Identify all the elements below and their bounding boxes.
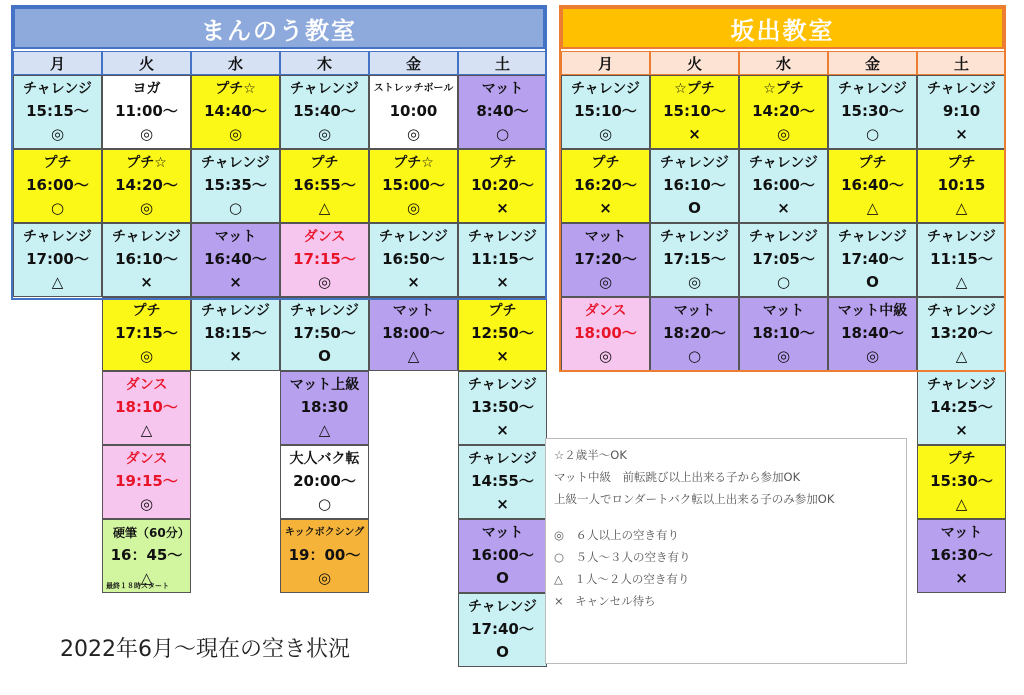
- class-name: キックボクシング: [284, 527, 365, 538]
- class-time: 19:15〜: [115, 472, 178, 490]
- class-time: 14:20〜: [752, 102, 815, 120]
- class-time: 8:40〜: [476, 102, 529, 120]
- class-name: ☆プチ: [763, 81, 804, 97]
- day-header: 土: [458, 51, 547, 75]
- availability-mark: ×: [496, 199, 509, 217]
- class-name: プチ: [947, 451, 976, 467]
- day-header: 土: [917, 51, 1006, 75]
- class-name: プチ☆: [393, 155, 434, 171]
- availability-mark: ◎: [687, 273, 702, 291]
- class-slot: [102, 223, 191, 297]
- availability-mark: ◎: [139, 199, 154, 217]
- class-time: 10:00: [389, 102, 438, 120]
- legend-symbol-many: ◎ ６人以上の空き有り: [554, 528, 680, 542]
- availability-mark: ◎: [139, 495, 154, 513]
- class-time: 11:00〜: [115, 102, 178, 120]
- class-time: 17:15〜: [293, 250, 356, 268]
- availability-mark: ◎: [139, 125, 154, 143]
- class-name: チャレンジ: [571, 81, 640, 97]
- class-slot: [561, 75, 650, 149]
- class-time: 13:20〜: [930, 324, 993, 342]
- availability-mark: ◎: [598, 347, 613, 365]
- sakaide-title: 坂出教室: [561, 7, 1004, 49]
- availability-mark: △: [51, 273, 64, 291]
- class-time: 18:00〜: [574, 324, 637, 342]
- class-time: 10:20〜: [471, 176, 534, 194]
- class-time: 15:30〜: [930, 472, 993, 490]
- class-slot: [828, 297, 917, 371]
- availability-mark: ○: [776, 273, 791, 291]
- class-time: 18:20〜: [663, 324, 726, 342]
- day-header: 火: [102, 51, 191, 75]
- class-slot: [102, 75, 191, 149]
- class-time: 15:35〜: [204, 176, 267, 194]
- availability-mark: ◎: [50, 125, 65, 143]
- class-name: マット: [762, 303, 805, 319]
- class-slot: [102, 297, 191, 371]
- class-slot: [828, 223, 917, 297]
- class-name: マット: [673, 303, 716, 319]
- availability-mark: ×: [496, 421, 509, 439]
- class-name: プチ: [488, 303, 517, 319]
- class-name: マット: [940, 525, 983, 541]
- class-slot: [828, 149, 917, 223]
- class-name: チャレンジ: [23, 81, 92, 97]
- availability-mark: ×: [688, 125, 701, 143]
- availability-mark: ×: [955, 125, 968, 143]
- class-time: 15:10〜: [574, 102, 637, 120]
- legend-note-mat-intermediate: マット中級 前転跳び以上出来る子から参加OK: [554, 470, 801, 484]
- availability-mark: ○: [50, 199, 65, 217]
- class-time: 17:40〜: [471, 620, 534, 638]
- class-name: チャレンジ: [201, 303, 270, 319]
- class-slot: [917, 223, 1006, 297]
- class-time: 16:10〜: [663, 176, 726, 194]
- class-slot: [458, 75, 547, 149]
- class-name: チャレンジ: [660, 229, 729, 245]
- availability-mark: ×: [140, 273, 153, 291]
- class-slot: [102, 149, 191, 223]
- class-time: 17:20〜: [574, 250, 637, 268]
- legend-box: [545, 438, 907, 664]
- class-name: ☆プチ: [674, 81, 715, 97]
- day-header: 月: [561, 51, 650, 75]
- class-time: 18:15〜: [204, 324, 267, 342]
- availability-mark: ◎: [598, 273, 613, 291]
- class-slot: [102, 519, 191, 593]
- class-time: 20:00〜: [293, 472, 356, 490]
- availability-mark: △: [140, 421, 153, 439]
- availability-mark: △: [955, 495, 968, 513]
- availability-mark: ◎: [317, 569, 332, 587]
- class-slot: [458, 371, 547, 445]
- class-slot: [650, 149, 739, 223]
- class-slot: [13, 149, 102, 223]
- class-name: プチ☆: [126, 155, 167, 171]
- class-time: 16:10〜: [115, 250, 178, 268]
- class-name: プチ☆: [215, 81, 256, 97]
- class-time: 18:10〜: [115, 398, 178, 416]
- class-slot: [191, 75, 280, 149]
- class-name: チャレンジ: [112, 229, 181, 245]
- class-slot: [458, 297, 547, 371]
- class-slot: [917, 371, 1006, 445]
- availability-mark: ○: [317, 495, 332, 513]
- class-time: 15:30〜: [841, 102, 904, 120]
- class-name: チャレンジ: [201, 155, 270, 171]
- availability-mark: ○: [687, 347, 702, 365]
- class-time: 17:15〜: [115, 324, 178, 342]
- class-slot: [191, 223, 280, 297]
- class-name: 硬筆（60分）: [113, 526, 190, 540]
- class-name: マット上級: [289, 377, 360, 393]
- class-slot: [458, 593, 547, 667]
- availability-mark: O: [866, 273, 879, 291]
- availability-mark: ◎: [228, 125, 243, 143]
- class-time: 14:55〜: [471, 472, 534, 490]
- class-slot: [458, 223, 547, 297]
- class-time: 18:10〜: [752, 324, 815, 342]
- page-caption: 2022年6月〜現在の空き状況: [60, 637, 350, 662]
- availability-mark: △: [140, 569, 153, 587]
- availability-mark: O: [688, 199, 701, 217]
- day-header: 火: [650, 51, 739, 75]
- class-time: 16:40〜: [204, 250, 267, 268]
- class-time: 16:40〜: [841, 176, 904, 194]
- class-time: 11:15〜: [930, 250, 993, 268]
- class-name: チャレンジ: [660, 155, 729, 171]
- class-note: 最終１８時スタート: [106, 582, 169, 590]
- class-name: チャレンジ: [749, 155, 818, 171]
- availability-mark: ◎: [406, 125, 421, 143]
- availability-mark: ◎: [598, 125, 613, 143]
- legend-symbol-some: ○ ５人〜３人の空き有り: [554, 550, 691, 564]
- class-name: チャレンジ: [379, 229, 448, 245]
- class-time: 16:00〜: [26, 176, 89, 194]
- class-slot: [650, 223, 739, 297]
- class-slot: [280, 75, 369, 149]
- class-time: 14:25〜: [930, 398, 993, 416]
- class-slot: [280, 371, 369, 445]
- class-slot: [369, 223, 458, 297]
- class-name: チャレンジ: [23, 229, 92, 245]
- class-time: 15:10〜: [663, 102, 726, 120]
- class-slot: [650, 75, 739, 149]
- class-name: マット: [392, 303, 435, 319]
- availability-mark: ×: [955, 421, 968, 439]
- day-header: 金: [828, 51, 917, 75]
- class-time: 15:15〜: [26, 102, 89, 120]
- class-name: チャレンジ: [468, 599, 537, 615]
- class-slot: [280, 445, 369, 519]
- legend-symbol-few: △ １人〜２人の空き有り: [554, 572, 690, 586]
- class-time: 16：45〜: [110, 546, 183, 564]
- availability-mark: O: [496, 643, 509, 661]
- availability-mark: ×: [496, 495, 509, 513]
- class-name: チャレンジ: [927, 81, 996, 97]
- day-header: 水: [191, 51, 280, 75]
- class-slot: [280, 297, 369, 371]
- availability-mark: O: [496, 569, 509, 587]
- class-name: ヨガ: [132, 81, 161, 97]
- availability-mark: ×: [599, 199, 612, 217]
- class-slot: [458, 445, 547, 519]
- availability-mark: △: [318, 421, 331, 439]
- manno-title: まんのう教室: [13, 7, 545, 49]
- class-slot: [102, 371, 191, 445]
- availability-mark: ○: [865, 125, 880, 143]
- class-name: ダンス: [125, 451, 168, 467]
- availability-mark: ◎: [776, 347, 791, 365]
- class-slot: [650, 297, 739, 371]
- availability-mark: △: [407, 347, 420, 365]
- class-time: 16:00〜: [752, 176, 815, 194]
- class-slot: [369, 75, 458, 149]
- class-slot: [561, 223, 650, 297]
- class-slot: [191, 297, 280, 371]
- class-name: チャレンジ: [927, 229, 996, 245]
- class-time: 15:40〜: [293, 102, 356, 120]
- class-slot: [917, 519, 1006, 593]
- class-name: ストレッチボール: [373, 83, 454, 94]
- class-slot: [369, 149, 458, 223]
- availability-mark: ×: [407, 273, 420, 291]
- class-slot: [828, 75, 917, 149]
- day-header: 水: [739, 51, 828, 75]
- class-slot: [280, 149, 369, 223]
- availability-mark: △: [955, 273, 968, 291]
- class-slot: [102, 445, 191, 519]
- class-time: 11:15〜: [471, 250, 534, 268]
- availability-mark: △: [955, 199, 968, 217]
- class-name: チャレンジ: [749, 229, 818, 245]
- class-slot: [739, 223, 828, 297]
- class-name: チャレンジ: [290, 81, 359, 97]
- class-time: 18:00〜: [382, 324, 445, 342]
- class-time: 17:05〜: [752, 250, 815, 268]
- availability-mark: ○: [228, 199, 243, 217]
- class-name: プチ: [132, 303, 161, 319]
- availability-mark: ◎: [776, 125, 791, 143]
- class-name: ダンス: [303, 229, 346, 245]
- availability-mark: ×: [496, 273, 509, 291]
- class-slot: [917, 75, 1006, 149]
- class-name: マット中級: [837, 303, 908, 319]
- class-name: マット: [214, 229, 257, 245]
- day-header: 月: [13, 51, 102, 75]
- class-time: 16:00〜: [471, 546, 534, 564]
- availability-mark: ×: [496, 347, 509, 365]
- class-name: マット: [584, 229, 627, 245]
- class-time: 16:20〜: [574, 176, 637, 194]
- class-time: 12:50〜: [471, 324, 534, 342]
- class-name: チャレンジ: [468, 229, 537, 245]
- class-slot: [739, 149, 828, 223]
- availability-mark: ◎: [406, 199, 421, 217]
- class-slot: [13, 223, 102, 297]
- class-name: プチ: [43, 155, 72, 171]
- class-slot: [561, 297, 650, 371]
- class-time: 17:15〜: [663, 250, 726, 268]
- class-time: 17:40〜: [841, 250, 904, 268]
- availability-mark: ◎: [865, 347, 880, 365]
- class-slot: [191, 149, 280, 223]
- class-name: プチ: [488, 155, 517, 171]
- class-slot: [739, 75, 828, 149]
- class-time: 17:00〜: [26, 250, 89, 268]
- class-name: プチ: [591, 155, 620, 171]
- availability-mark: ×: [777, 199, 790, 217]
- class-slot: [280, 519, 369, 593]
- class-name: プチ: [858, 155, 887, 171]
- class-time: 10:15: [937, 176, 986, 194]
- class-name: 大人バク転: [289, 451, 360, 467]
- availability-mark: ◎: [139, 347, 154, 365]
- class-time: 15:00〜: [382, 176, 445, 194]
- legend-note-toddler: ☆２歳半〜OK: [554, 448, 627, 462]
- class-name: ダンス: [125, 377, 168, 393]
- class-time: 16:50〜: [382, 250, 445, 268]
- availability-mark: △: [866, 199, 879, 217]
- class-time: 17:50〜: [293, 324, 356, 342]
- class-name: チャレンジ: [838, 229, 907, 245]
- class-name: チャレンジ: [468, 451, 537, 467]
- day-header: 木: [280, 51, 369, 75]
- day-header: 金: [369, 51, 458, 75]
- class-time: 19：00〜: [288, 546, 361, 564]
- class-slot: [917, 445, 1006, 519]
- class-time: 14:40〜: [204, 102, 267, 120]
- class-name: チャレンジ: [927, 377, 996, 393]
- class-slot: [458, 149, 547, 223]
- class-name: ダンス: [584, 303, 627, 319]
- availability-mark: ×: [229, 347, 242, 365]
- availability-mark: ○: [495, 125, 510, 143]
- class-slot: [13, 75, 102, 149]
- class-name: マット: [481, 81, 524, 97]
- availability-mark: △: [318, 199, 331, 217]
- class-slot: [280, 223, 369, 297]
- class-name: チャレンジ: [927, 303, 996, 319]
- class-time: 16:30〜: [930, 546, 993, 564]
- availability-mark: ◎: [317, 125, 332, 143]
- class-slot: [917, 149, 1006, 223]
- class-slot: [917, 297, 1006, 371]
- class-name: チャレンジ: [468, 377, 537, 393]
- class-name: チャレンジ: [290, 303, 359, 319]
- class-slot: [561, 149, 650, 223]
- availability-mark: ◎: [317, 273, 332, 291]
- class-slot: [458, 519, 547, 593]
- availability-mark: ×: [955, 569, 968, 587]
- legend-symbol-waitlist: × キャンセル待ち: [554, 594, 656, 608]
- availability-mark: △: [955, 347, 968, 365]
- availability-mark: O: [318, 347, 331, 365]
- class-time: 18:40〜: [841, 324, 904, 342]
- class-name: プチ: [310, 155, 339, 171]
- class-slot: [369, 297, 458, 371]
- class-time: 14:20〜: [115, 176, 178, 194]
- class-slot: [739, 297, 828, 371]
- class-time: 13:50〜: [471, 398, 534, 416]
- class-name: マット: [481, 525, 524, 541]
- legend-note-advanced: 上級一人でロンダートバク転以上出来る子のみ参加OK: [554, 492, 835, 506]
- class-time: 9:10: [942, 102, 981, 120]
- class-name: チャレンジ: [838, 81, 907, 97]
- class-name: プチ: [947, 155, 976, 171]
- class-time: 16:55〜: [293, 176, 356, 194]
- class-time: 18:30: [300, 398, 349, 416]
- availability-mark: ×: [229, 273, 242, 291]
